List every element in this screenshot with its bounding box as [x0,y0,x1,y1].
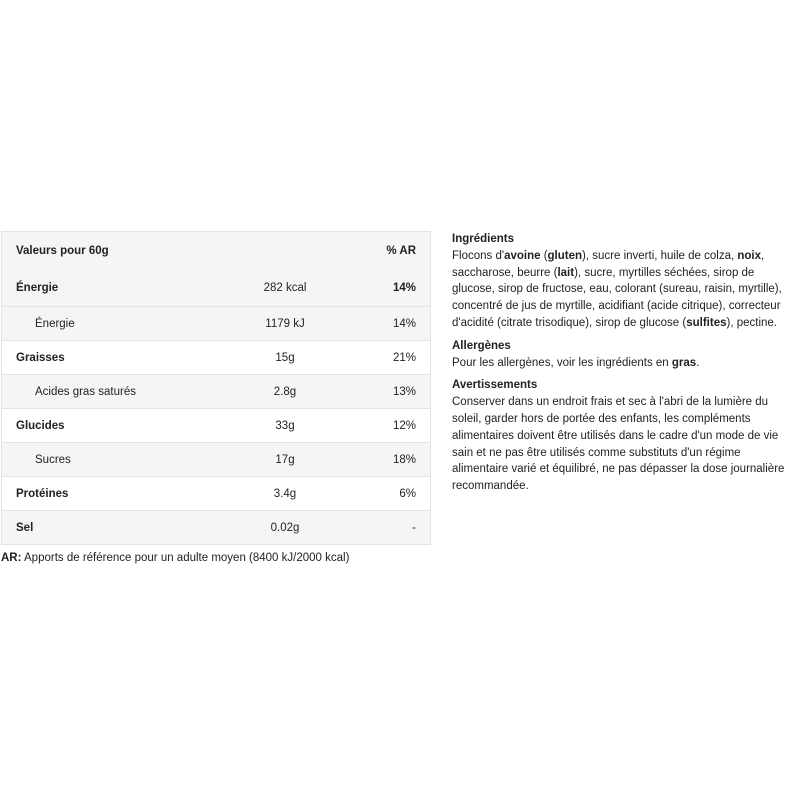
warnings-title: Avertissements [452,379,538,392]
nutrient-ar: 12% [392,419,416,432]
ingredient-text: Flocons d' [452,249,505,262]
warnings-text: Conserver dans un endroit frais et sec à l'abri de la lumière du soleil, garder hors de portée des enfants, les compléments alimentaires doivent être utilisés dans le cadre d'un mode de vie sain et ne pas être utilisés comme substituts d'un régime alimentaire varié et équilibré, ne pas dépasser la dose journalière recommandée. [452,396,785,493]
nutrient-label: Sucres [35,453,71,466]
nutrient-amount: 33g [275,419,295,432]
product-info [452,231,792,501]
allergens-section [452,338,792,372]
ingredient-text: ), pectine. [726,316,777,329]
nutrient-amount: 17g [275,453,295,466]
table-row [2,408,430,442]
table-row [2,442,430,476]
nutrient-ar: - [412,521,416,534]
nutrient-ar: 18% [392,453,416,466]
ingredients-title: Ingrédients [452,233,514,245]
allergens-bold: gras [671,356,697,369]
reference-footnote [1,552,349,564]
nutrient-label: Sel [16,521,34,534]
table-row [2,374,430,408]
allergen-ingredient: sulfites [686,316,727,329]
table-row [2,510,430,544]
nutrient-label: Protéines [16,487,69,500]
table-row [2,476,430,510]
ingredient-text: , saccharose, beurre ( [452,249,765,279]
nutrient-amount: 0.02g [270,521,300,534]
nutrient-amount: 3.4g [273,487,297,500]
allergen-ingredient: avoine [504,249,541,262]
ingredients-text [452,248,792,332]
table-header [2,232,430,269]
table-row [2,306,430,340]
footnote-text: Apports de référence pour un adulte moyen (8400 kJ/2000 kcal) [21,552,350,564]
allergens-text-start: Pour les allergènes, voir les ingrédients en [452,356,672,369]
footnote-abbr: AR: [1,552,22,564]
ingredients-section [452,231,792,332]
nutrient-label: Énergie [35,317,75,330]
nutrient-ar: 6% [399,487,416,500]
allergens-text-end: . [696,356,700,369]
nutrient-ar: 14% [392,281,416,294]
nutrient-label: Graisses [16,351,65,364]
table-row [2,340,430,374]
nutrient-ar: 13% [392,385,416,398]
allergens-title: Allergènes [452,339,511,352]
ingredient-text: ), sucre inverti, huile de colza, [582,249,738,262]
ingredient-text: ( [540,249,548,262]
header-ar: % AR [386,244,416,257]
nutrient-label: Glucides [16,419,65,432]
allergen-ingredient: gluten [547,249,583,262]
nutrient-ar: 21% [392,351,416,364]
nutrient-label: Acides gras saturés [35,385,136,398]
nutrient-amount: 2.8g [273,385,297,398]
table-row [2,269,430,306]
nutrition-table [1,231,431,545]
header-label: Valeurs pour 60g [16,244,109,257]
warnings-section [452,377,792,495]
nutrient-amount: 282 kcal [263,281,307,294]
allergens-text [452,355,792,372]
ingredient-text: ), sucre, myrtilles séchées, sirop de glucose, sirop de fructose, eau, colorant (sureau, raisin, myrtille), concentré de jus de myrtille, acidifiant (acide citrique), correcteur d'acidité (citrate trisodique), sirop de glucose ( [452,266,782,329]
allergen-ingredient: noix [737,249,761,262]
nutrient-label: Énergie [16,281,59,294]
nutrient-amount: 1179 kJ [265,317,305,330]
nutrient-ar: 14% [392,317,416,330]
nutrient-amount: 15g [275,351,295,364]
allergen-ingredient: lait [557,266,575,279]
